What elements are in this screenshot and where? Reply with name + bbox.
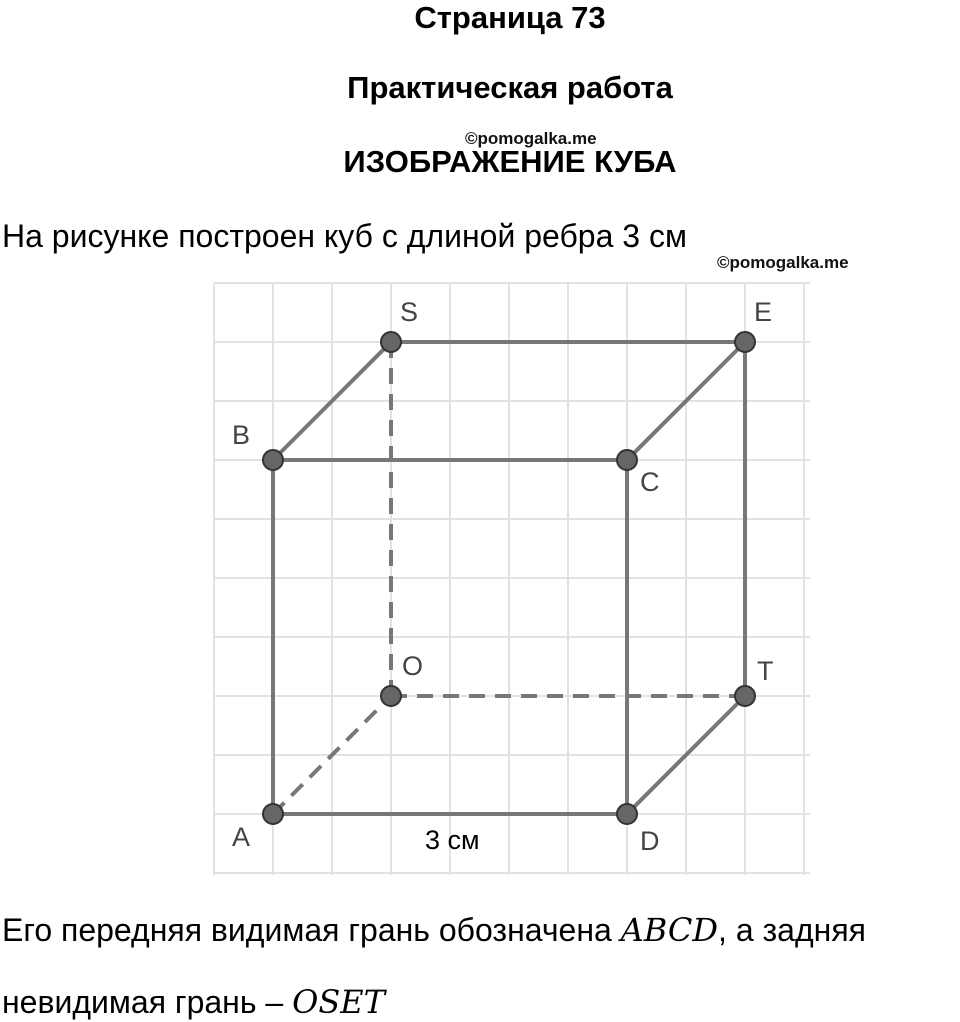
- vertex-O: [381, 686, 401, 706]
- label-D: D: [640, 826, 660, 856]
- vertex-S: [381, 332, 401, 352]
- vertex-T: [735, 686, 755, 706]
- description-text: , а задняя: [718, 912, 866, 948]
- face-oset: OSET: [292, 983, 385, 1021]
- label-A: A: [232, 822, 251, 852]
- label-O: O: [402, 651, 424, 681]
- edge-length-label: 3 см: [425, 825, 480, 855]
- description-text: Его передняя видимая грань обозначена: [2, 912, 621, 948]
- description-line-1: [2, 910, 866, 950]
- label-C: C: [640, 467, 660, 497]
- vertex-B: [263, 450, 283, 470]
- intro-text: На рисунке построен куб с длиной ребра 3 см: [2, 218, 687, 254]
- page-number: Страница 73: [414, 0, 606, 35]
- description-text: невидимая грань –: [2, 984, 293, 1020]
- work-type-title: Практическая работа: [347, 70, 673, 105]
- topic-title: ИЗОБРАЖЕНИЕ КУБА: [343, 144, 677, 179]
- label-S: S: [400, 297, 419, 327]
- label-B: B: [232, 420, 251, 450]
- watermark: ©pomogalka.me: [465, 129, 597, 148]
- vertex-C: [617, 450, 637, 470]
- watermark: ©pomogalka.me: [717, 253, 849, 272]
- vertex-A: [263, 804, 283, 824]
- face-abcd: ABCD: [620, 911, 719, 949]
- vertex-E: [735, 332, 755, 352]
- label-T: T: [757, 656, 774, 686]
- label-E: E: [754, 297, 773, 327]
- vertex-D: [617, 804, 637, 824]
- description-line-2: [2, 982, 385, 1022]
